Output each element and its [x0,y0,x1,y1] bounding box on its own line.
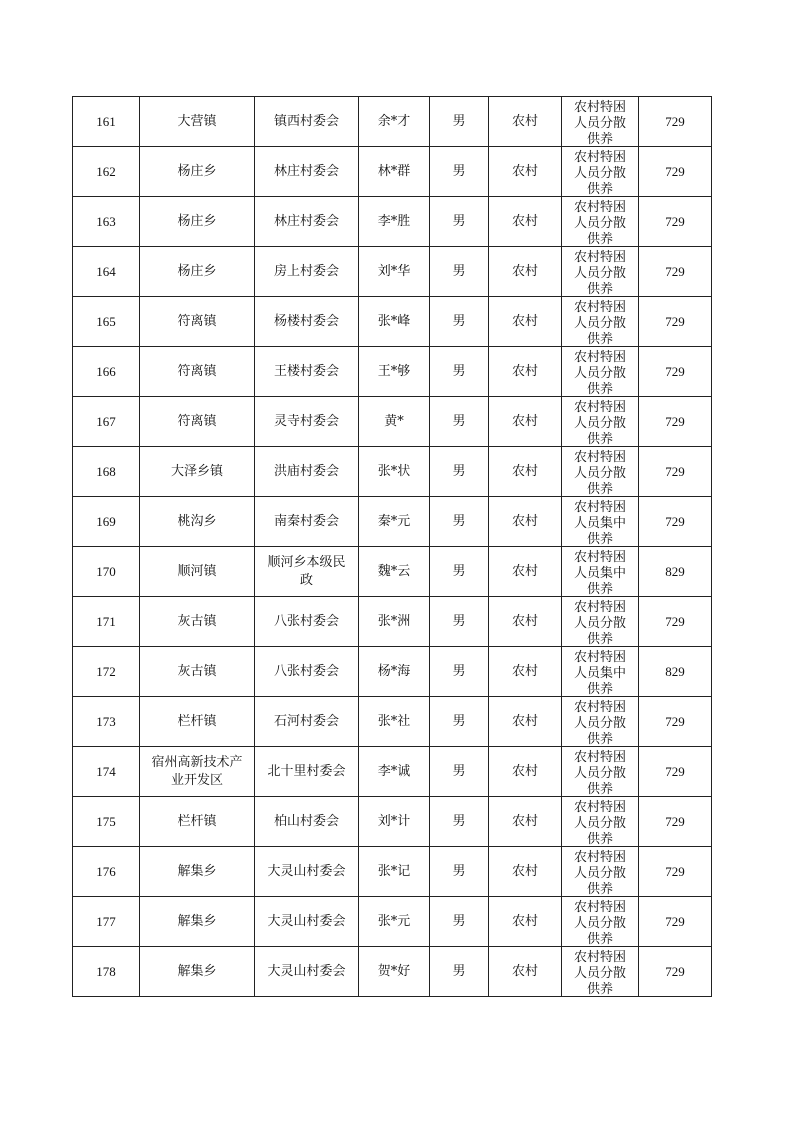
table-row [73,347,712,397]
person-name-cell: 余*才 [359,97,430,147]
support-type-cell-line: 人员分散 [573,366,626,381]
row-number-cell: 166 [73,347,140,397]
support-type-cell-line: 人员分散 [573,766,626,781]
support-type-cell-line: 农村特困 [573,550,626,565]
amount-cell: 729 [639,147,712,197]
amount-cell: 729 [639,897,712,947]
village-cell: 八张村委会 [255,597,359,647]
area-cell: 农村 [489,97,562,147]
person-name-cell: 刘*华 [359,247,430,297]
support-type-cell-line: 农村特困 [573,700,626,715]
area-cell: 农村 [489,147,562,197]
support-type-cell-line: 人员分散 [573,466,626,481]
person-name-cell: 王*够 [359,347,430,397]
person-name-cell: 张*元 [359,897,430,947]
gender-cell: 男 [430,397,489,447]
row-number-cell: 170 [73,547,140,597]
row-number-cell: 164 [73,247,140,297]
village-cell [255,547,359,597]
support-type-cell-line: 人员集中 [573,516,626,531]
support-type-cell [562,247,639,297]
support-type-cell [562,347,639,397]
support-type-cell-line: 供养 [586,432,613,446]
amount-cell: 729 [639,947,712,997]
town-cell: 灰古镇 [140,597,255,647]
gender-cell: 男 [430,447,489,497]
town-cell: 栏杆镇 [140,697,255,747]
person-name-cell: 魏*云 [359,547,430,597]
support-type-cell-line: 农村特困 [573,100,626,115]
support-type-cell [562,447,639,497]
town-cell: 大泽乡镇 [140,447,255,497]
support-type-cell [562,147,639,197]
area-cell: 农村 [489,247,562,297]
support-type-cell-line: 人员分散 [573,616,626,631]
table-body [73,97,712,997]
village-cell: 林庄村委会 [255,147,359,197]
area-cell: 农村 [489,647,562,697]
village-cell: 石河村委会 [255,697,359,747]
amount-cell: 729 [639,747,712,797]
person-name-cell: 张*记 [359,847,430,897]
gender-cell: 男 [430,947,489,997]
amount-cell: 729 [639,697,712,747]
support-type-cell [562,547,639,597]
village-cell: 镇西村委会 [255,97,359,147]
support-type-cell [562,947,639,997]
support-type-cell [562,697,639,747]
amount-cell: 829 [639,547,712,597]
recipients-table [72,96,712,997]
support-type-cell-line: 人员集中 [573,566,626,581]
amount-cell: 729 [639,97,712,147]
village-cell: 北十里村委会 [255,747,359,797]
table-row [73,547,712,597]
table-row [73,597,712,647]
support-type-cell-line: 供养 [586,732,613,746]
row-number-cell: 172 [73,647,140,697]
area-cell: 农村 [489,447,562,497]
support-type-cell-line: 农村特困 [573,400,626,415]
person-name-cell: 张*状 [359,447,430,497]
table-row [73,697,712,747]
village-cell: 大灵山村委会 [255,847,359,897]
table-row [73,747,712,797]
town-cell: 符离镇 [140,347,255,397]
village-cell: 房上村委会 [255,247,359,297]
amount-cell: 729 [639,347,712,397]
support-type-cell-line: 农村特困 [573,500,626,515]
area-cell: 农村 [489,697,562,747]
support-type-cell-line: 农村特困 [573,300,626,315]
area-cell: 农村 [489,947,562,997]
area-cell: 农村 [489,897,562,947]
village-cell-line: 顺河乡本级民 [267,554,346,570]
town-cell-line: 业开发区 [170,772,223,788]
table-row [73,147,712,197]
table-row [73,797,712,847]
village-cell: 大灵山村委会 [255,947,359,997]
support-type-cell-line: 农村特困 [573,600,626,615]
area-cell: 农村 [489,397,562,447]
support-type-cell [562,397,639,447]
person-name-cell: 贺*好 [359,947,430,997]
village-cell: 林庄村委会 [255,197,359,247]
gender-cell: 男 [430,147,489,197]
support-type-cell-line: 供养 [586,832,613,846]
gender-cell: 男 [430,97,489,147]
area-cell: 农村 [489,497,562,547]
village-cell: 柏山村委会 [255,797,359,847]
amount-cell: 729 [639,847,712,897]
area-cell: 农村 [489,797,562,847]
support-type-cell-line: 供养 [586,932,613,946]
row-number-cell: 171 [73,597,140,647]
support-type-cell-line: 供养 [586,132,613,146]
support-type-cell-line: 农村特困 [573,200,626,215]
support-type-cell-line: 供养 [586,482,613,496]
row-number-cell: 177 [73,897,140,947]
support-type-cell-line: 供养 [586,582,613,596]
town-cell: 桃沟乡 [140,497,255,547]
gender-cell: 男 [430,897,489,947]
support-type-cell-line: 供养 [586,982,613,996]
town-cell: 解集乡 [140,847,255,897]
table-row [73,847,712,897]
gender-cell: 男 [430,197,489,247]
amount-cell: 829 [639,647,712,697]
support-type-cell-line: 人员分散 [573,816,626,831]
person-name-cell: 张*社 [359,697,430,747]
table-row [73,247,712,297]
support-type-cell-line: 供养 [586,332,613,346]
gender-cell: 男 [430,347,489,397]
town-cell: 大营镇 [140,97,255,147]
town-cell: 符离镇 [140,297,255,347]
town-cell: 灰古镇 [140,647,255,697]
table-row [73,197,712,247]
gender-cell: 男 [430,797,489,847]
area-cell: 农村 [489,597,562,647]
support-type-cell [562,297,639,347]
row-number-cell: 178 [73,947,140,997]
town-cell: 符离镇 [140,397,255,447]
support-type-cell-line: 人员分散 [573,716,626,731]
support-type-cell-line: 人员分散 [573,916,626,931]
person-name-cell: 杨*海 [359,647,430,697]
table-row [73,947,712,997]
support-type-cell-line: 农村特困 [573,250,626,265]
support-type-cell [562,197,639,247]
person-name-cell: 秦*元 [359,497,430,547]
table-row [73,397,712,447]
table-row [73,297,712,347]
gender-cell: 男 [430,597,489,647]
row-number-cell: 165 [73,297,140,347]
support-type-cell [562,797,639,847]
person-name-cell: 张*峰 [359,297,430,347]
area-cell: 农村 [489,297,562,347]
support-type-cell [562,747,639,797]
support-type-cell [562,97,639,147]
town-cell: 杨庄乡 [140,197,255,247]
gender-cell: 男 [430,497,489,547]
support-type-cell-line: 供养 [586,782,613,796]
area-cell: 农村 [489,197,562,247]
support-type-cell [562,847,639,897]
gender-cell: 男 [430,747,489,797]
area-cell: 农村 [489,547,562,597]
town-cell: 顺河镇 [140,547,255,597]
row-number-cell: 167 [73,397,140,447]
support-type-cell-line: 农村特困 [573,950,626,965]
village-cell: 王楼村委会 [255,347,359,397]
support-type-cell-line: 人员分散 [573,116,626,131]
support-type-cell-line: 供养 [586,682,613,696]
support-type-cell-line: 供养 [586,182,613,196]
amount-cell: 729 [639,247,712,297]
gender-cell: 男 [430,247,489,297]
village-cell: 南秦村委会 [255,497,359,547]
town-cell-line: 宿州高新技术产 [151,754,243,770]
support-type-cell-line: 供养 [586,532,613,546]
support-type-cell [562,647,639,697]
row-number-cell: 163 [73,197,140,247]
village-cell: 八张村委会 [255,647,359,697]
area-cell: 农村 [489,847,562,897]
table-row [73,447,712,497]
row-number-cell: 176 [73,847,140,897]
support-type-cell-line: 供养 [586,882,613,896]
amount-cell: 729 [639,597,712,647]
gender-cell: 男 [430,697,489,747]
row-number-cell: 168 [73,447,140,497]
gender-cell: 男 [430,547,489,597]
table-row [73,497,712,547]
area-cell: 农村 [489,747,562,797]
support-type-cell-line: 供养 [586,282,613,296]
row-number-cell: 161 [73,97,140,147]
amount-cell: 729 [639,297,712,347]
support-type-cell-line: 人员分散 [573,166,626,181]
town-cell: 解集乡 [140,947,255,997]
gender-cell: 男 [430,847,489,897]
gender-cell: 男 [430,647,489,697]
person-name-cell: 张*洲 [359,597,430,647]
amount-cell: 729 [639,197,712,247]
support-type-cell [562,597,639,647]
gender-cell: 男 [430,297,489,347]
person-name-cell: 黄* [359,397,430,447]
village-cell: 洪庙村委会 [255,447,359,497]
village-cell-line: 政 [299,572,313,588]
support-type-cell-line: 农村特困 [573,650,626,665]
area-cell: 农村 [489,347,562,397]
support-type-cell-line: 人员分散 [573,966,626,981]
support-type-cell-line: 供养 [586,382,613,396]
support-type-cell-line: 农村特困 [573,900,626,915]
support-type-cell-line: 人员分散 [573,866,626,881]
row-number-cell: 174 [73,747,140,797]
support-type-cell [562,897,639,947]
row-number-cell: 173 [73,697,140,747]
town-cell: 栏杆镇 [140,797,255,847]
support-type-cell-line: 农村特困 [573,850,626,865]
support-type-cell-line: 农村特困 [573,800,626,815]
person-name-cell: 李*胜 [359,197,430,247]
town-cell: 杨庄乡 [140,247,255,297]
support-type-cell-line: 人员集中 [573,666,626,681]
village-cell: 灵寺村委会 [255,397,359,447]
amount-cell: 729 [639,497,712,547]
town-cell: 杨庄乡 [140,147,255,197]
support-type-cell-line: 人员分散 [573,266,626,281]
support-type-cell-line: 人员分散 [573,216,626,231]
village-cell: 大灵山村委会 [255,897,359,947]
table-row [73,647,712,697]
table-row [73,897,712,947]
table-row [73,97,712,147]
support-type-cell [562,497,639,547]
town-cell [140,747,255,797]
person-name-cell: 李*诚 [359,747,430,797]
support-type-cell-line: 供养 [586,232,613,246]
row-number-cell: 169 [73,497,140,547]
amount-cell: 729 [639,797,712,847]
support-type-cell-line: 农村特困 [573,750,626,765]
support-type-cell-line: 供养 [586,632,613,646]
support-type-cell-line: 农村特困 [573,450,626,465]
village-cell: 杨楼村委会 [255,297,359,347]
row-number-cell: 175 [73,797,140,847]
row-number-cell: 162 [73,147,140,197]
town-cell: 解集乡 [140,897,255,947]
support-type-cell-line: 人员分散 [573,316,626,331]
amount-cell: 729 [639,397,712,447]
support-type-cell-line: 农村特困 [573,150,626,165]
support-type-cell-line: 人员分散 [573,416,626,431]
support-type-cell-line: 农村特困 [573,350,626,365]
person-name-cell: 刘*计 [359,797,430,847]
person-name-cell: 林*群 [359,147,430,197]
amount-cell: 729 [639,447,712,497]
